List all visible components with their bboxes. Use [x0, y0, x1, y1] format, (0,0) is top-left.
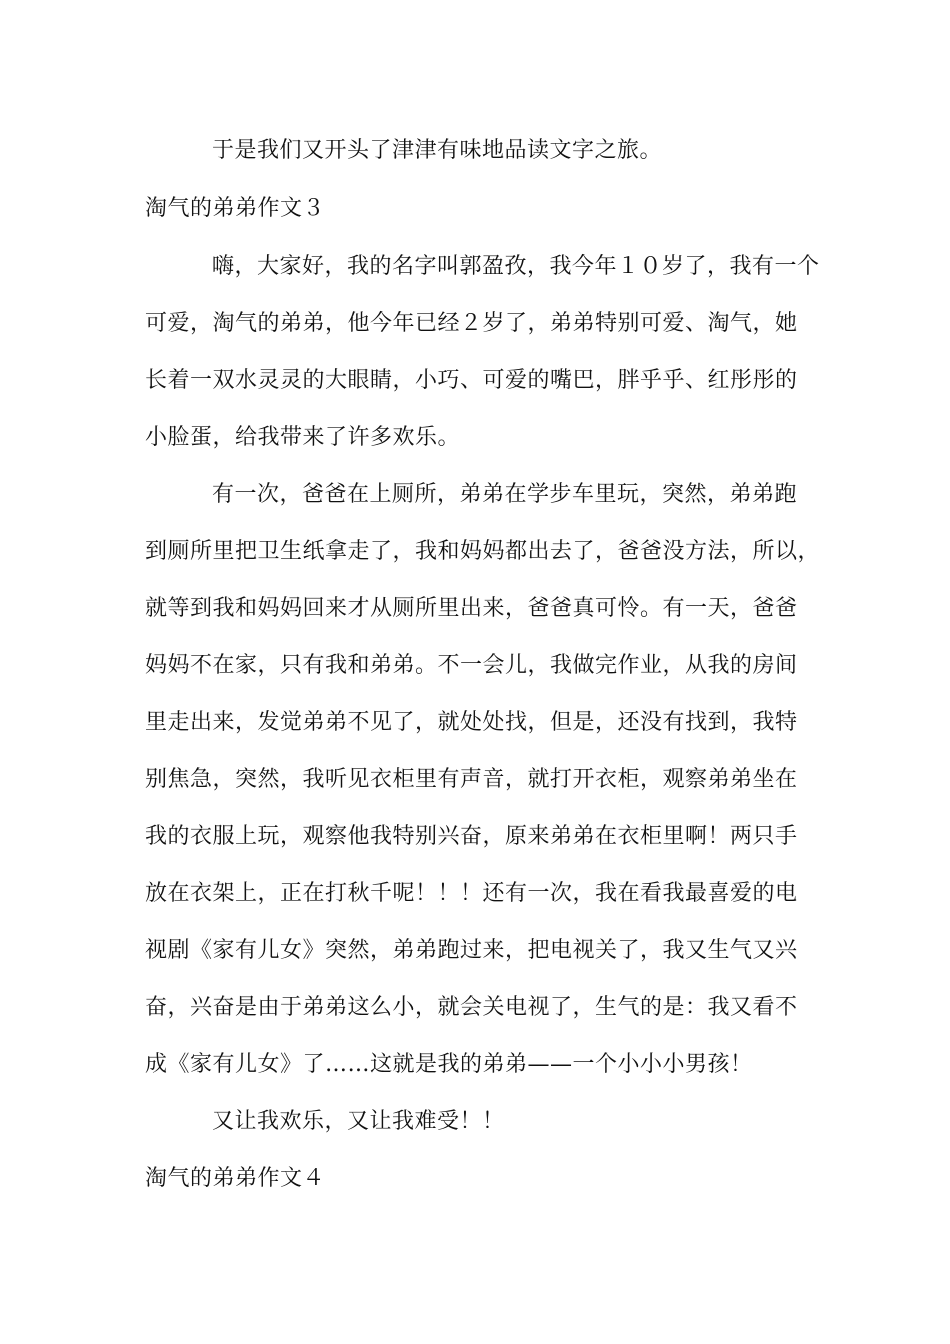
paragraph-line: 小脸蛋，给我带来了许多欢乐。	[145, 425, 461, 450]
section-heading: 淘气的弟弟作文４	[145, 1166, 326, 1191]
paragraph-line: 成《家有儿女》了……这就是我的弟弟——一个小小小男孩！	[145, 1052, 753, 1077]
paragraph-line: 奋，兴奋是由于弟弟这么小，就会关电视了，生气的是：我又看不	[145, 995, 798, 1020]
paragraph-line: 我的衣服上玩，观察他我特别兴奋，原来弟弟在衣柜里啊！两只手	[145, 824, 798, 849]
paragraph-line: 妈妈不在家，只有我和弟弟。不一会儿，我做完作业，从我的房间	[145, 653, 798, 678]
paragraph-line: 视剧《家有儿女》突然，弟弟跑过来，把电视关了，我又生气又兴	[145, 938, 798, 963]
paragraph-line: 嗨，大家好，我的名字叫郭盈孜，我今年１０岁了，我有一个	[212, 254, 820, 279]
paragraph-line: 于是我们又开头了津津有味地品读文字之旅。	[212, 138, 663, 163]
paragraph-line: 放在衣架上，正在打秋千呢！！！还有一次，我在看我最喜爱的电	[145, 881, 798, 906]
paragraph-line: 长着一双水灵灵的大眼睛，小巧、可爱的嘴巴，胖乎乎、红彤彤的	[145, 368, 798, 393]
paragraph-line: 到厕所里把卫生纸拿走了，我和妈妈都出去了，爸爸没方法，所以，	[145, 539, 821, 564]
paragraph-line: 里走出来，发觉弟弟不见了，就处处找，但是，还没有找到，我特	[145, 710, 798, 735]
section-heading: 淘气的弟弟作文３	[145, 196, 326, 221]
paragraph-line: 就等到我和妈妈回来才从厕所里出来，爸爸真可怜。有一天，爸爸	[145, 596, 798, 621]
paragraph-line: 又让我欢乐，又让我难受！！	[212, 1109, 505, 1134]
paragraph-line: 别焦急，突然，我听见衣柜里有声音，就打开衣柜，观察弟弟坐在	[145, 767, 798, 792]
paragraph-line: 有一次，爸爸在上厕所，弟弟在学步车里玩，突然，弟弟跑	[212, 482, 798, 507]
paragraph-line: 可爱，淘气的弟弟，他今年已经２岁了，弟弟特别可爱、淘气，她	[145, 311, 798, 336]
